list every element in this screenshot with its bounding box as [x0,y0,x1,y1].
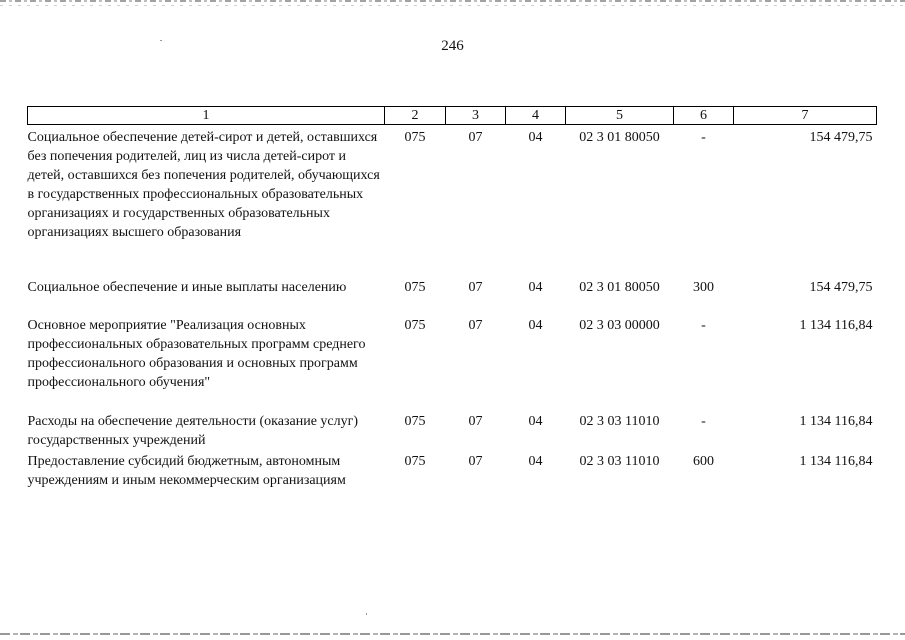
row-name: Социальное обеспечение и иные выплаты населению [27,279,347,295]
expense-type-code: - [701,413,706,429]
page-number: 246 [441,38,464,54]
column-header: 7 [734,107,877,125]
column-header: 4 [506,107,566,125]
section-code: 07 [468,413,483,429]
table-row [28,316,877,412]
table-row [28,412,877,452]
subsection-code: 04 [528,317,543,333]
row-name: Расходы на обеспечение деятельности (оказание услуг) государственных учреждений [27,413,359,448]
scan-edge-bottom [0,633,905,635]
scan-edge-top [0,0,905,2]
subsection-code: 04 [528,413,543,429]
row-name: Социальное обеспечение детей-сирот и детей, оставшихся без попечения родителей, лиц из числа детей-сирот и детей, оставшихся без попечения родителей, обучающихся в государственных профессиональных образовательных организациях и государственных образовательных организациях высшего образования [27,130,380,240]
section-code: 07 [468,453,483,469]
target-article-code: 02 3 03 11010 [579,453,660,469]
column-header: 6 [674,107,734,125]
amount: 154 479,75 [809,130,873,145]
section-code: 07 [468,130,483,145]
column-header: 3 [446,107,506,125]
expense-type-code: - [701,317,706,333]
expense-type-code: 600 [693,453,714,469]
ministry-code: 075 [404,453,426,469]
scan-speck [366,613,367,615]
amount: 154 479,75 [809,279,873,295]
expense-type-code: - [701,130,706,145]
subsection-code: 04 [528,279,543,295]
table-row [28,452,877,492]
row-name: Предоставление субсидий бюджетным, автономным учреждениям и иным некоммерческим организациям [27,453,346,488]
target-article-code: 02 3 01 80050 [579,130,660,145]
subsection-code: 04 [528,453,543,469]
target-article-code: 02 3 03 11010 [579,413,660,429]
amount: 1 134 116,84 [799,413,873,429]
column-header: 1 [28,107,385,125]
amount: 1 134 116,84 [799,453,873,469]
table-row [28,278,877,316]
ministry-code: 075 [404,317,426,333]
amount: 1 134 116,84 [799,317,873,333]
scan-edge-top-faint [0,5,905,6]
ministry-code: 075 [404,413,426,429]
subsection-code: 04 [528,130,543,145]
column-number-row [28,107,877,125]
column-header: 5 [566,107,674,125]
column-header: 2 [385,107,446,125]
section-code: 07 [468,279,483,295]
ministry-code: 075 [404,130,426,145]
section-code: 07 [468,317,483,333]
expense-type-code: 300 [693,279,714,295]
budget-table [27,106,877,492]
table-row [28,125,877,278]
row-name: Основное мероприятие "Реализация основных профессиональных образовательных программ среднего профессионального образования и основных программ профессионального обучения" [27,317,366,390]
ministry-code: 075 [404,279,426,295]
target-article-code: 02 3 03 00000 [579,317,660,333]
target-article-code: 02 3 01 80050 [579,279,660,295]
